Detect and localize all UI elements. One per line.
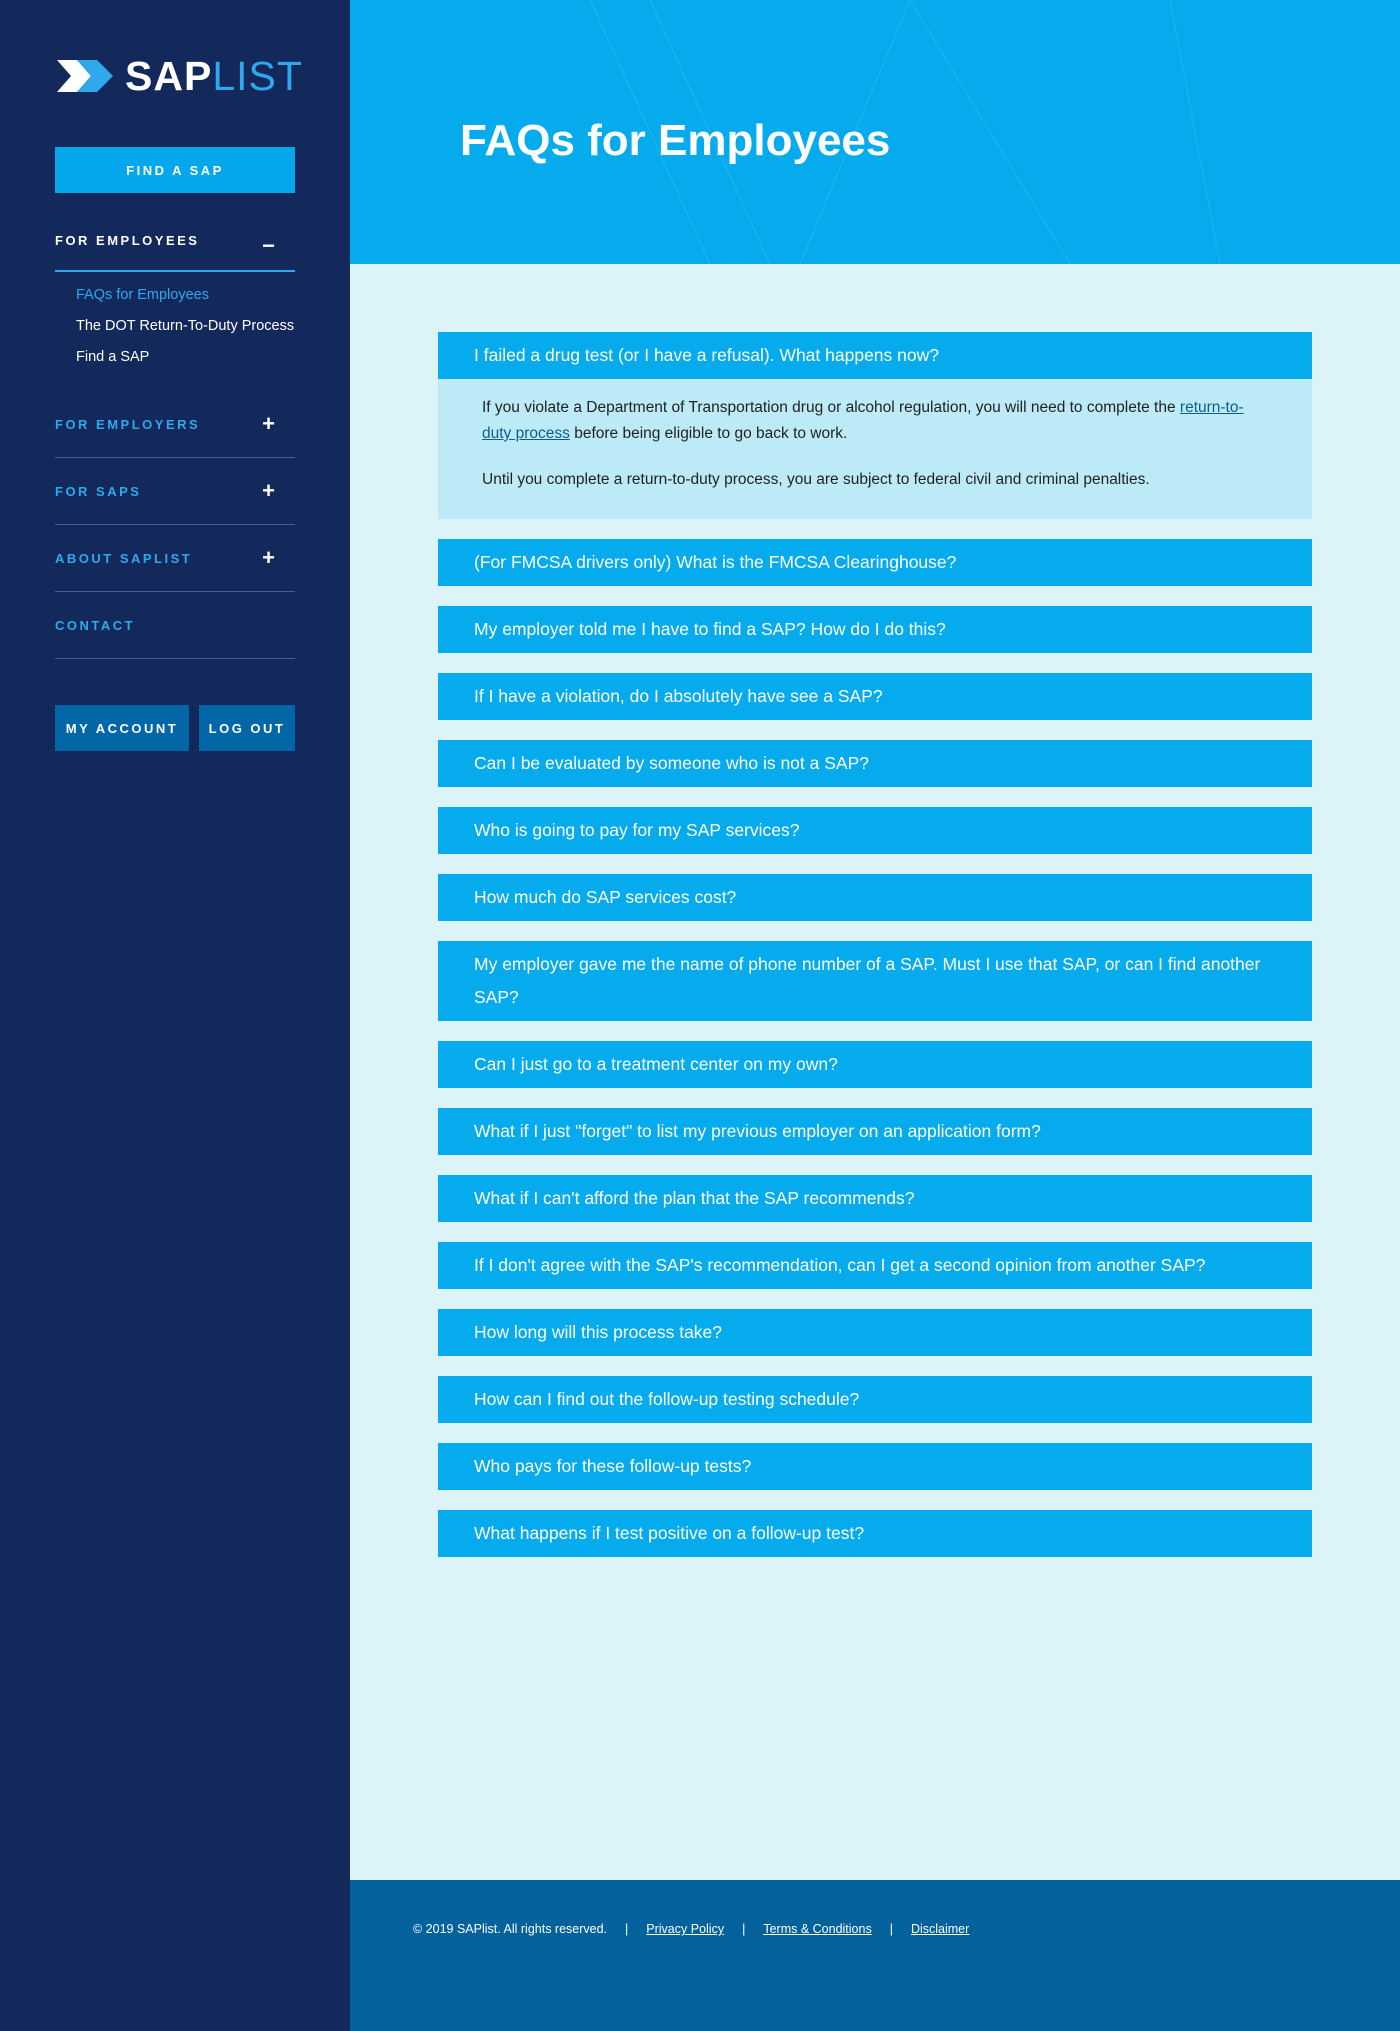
collapse-icon[interactable]: − <box>262 233 275 258</box>
page-hero <box>350 0 1400 264</box>
sidebar-nav <box>55 225 295 659</box>
logo-text <box>125 53 303 99</box>
faq-question[interactable]: If I have a violation, do I absolutely have see a SAP? <box>438 673 1312 720</box>
faq-question[interactable]: Who is going to pay for my SAP services? <box>438 807 1312 854</box>
find-a-sap-button[interactable]: FIND A SAP <box>55 147 295 193</box>
copyright-text: © 2019 SAPlist. All rights reserved. <box>413 1922 608 1936</box>
faq-question[interactable]: How can I find out the follow-up testing schedule? <box>438 1376 1312 1423</box>
privacy-policy-link[interactable]: Privacy Policy <box>646 1922 725 1936</box>
nav-contact-label: CONTACT <box>55 617 136 633</box>
nav-for-employers-label: FOR EMPLOYERS <box>55 416 201 432</box>
faq-question[interactable]: Can I be evaluated by someone who is not a SAP? <box>438 740 1312 787</box>
faq-question[interactable]: What if I just "forget" to list my previous employer on an application form? <box>438 1108 1312 1155</box>
nav-about-saplist[interactable] <box>55 525 295 592</box>
chevron-arrows-icon <box>55 56 115 96</box>
employees-subnav <box>55 272 295 391</box>
log-out-button[interactable]: LOG OUT <box>199 705 295 751</box>
nav-for-saps[interactable] <box>55 458 295 525</box>
faq-answer-paragraph: Until you complete a return-to-duty process, you are subject to federal civil and criminal penalties. <box>482 471 1150 488</box>
faq-answer-paragraph <box>482 395 1252 447</box>
subnav-find-a-sap[interactable]: Find a SAP <box>76 349 150 365</box>
page-title: FAQs for Employees <box>460 116 891 165</box>
faq-list <box>438 332 1312 1577</box>
logo-text-list: LIST <box>212 53 303 99</box>
footer-separator: | <box>889 1922 893 1936</box>
answer-text: If you violate a Department of Transportation drug or alcohol regulation, you will need to complete the <box>482 399 1180 416</box>
faq-question[interactable]: If I don't agree with the SAP's recommendation, can I get a second opinion from another SAP? <box>438 1242 1312 1289</box>
nav-for-saps-label: FOR SAPS <box>55 483 142 499</box>
nav-about-saplist-label: ABOUT SAPLIST <box>55 550 193 566</box>
faq-question[interactable]: (For FMCSA drivers only) What is the FMCSA Clearinghouse? <box>438 539 1312 586</box>
subnav-dot-return-to-duty[interactable]: The DOT Return-To-Duty Process <box>76 318 295 334</box>
faq-question[interactable]: How long will this process take? <box>438 1309 1312 1356</box>
faq-question[interactable]: My employer told me I have to find a SAP? How do I do this? <box>438 606 1312 653</box>
faq-question[interactable]: Who pays for these follow-up tests? <box>438 1443 1312 1490</box>
saplist-logo[interactable] <box>55 53 303 99</box>
nav-for-employees-label: FOR EMPLOYEES <box>55 233 200 248</box>
faq-question-open[interactable]: I failed a drug test (or I have a refusal). What happens now? <box>438 332 1312 379</box>
answer-text: before being eligible to go back to work. <box>569 425 848 442</box>
nav-for-employees[interactable] <box>55 225 295 272</box>
faq-question[interactable]: What if I can't afford the plan that the SAP recommends? <box>438 1175 1312 1222</box>
faq-question[interactable]: My employer gave me the name of phone number of a SAP. Must I use that SAP, or can I find another SAP? <box>438 941 1312 1021</box>
footer-separator: | <box>742 1922 746 1936</box>
faq-question[interactable]: Can I just go to a treatment center on my own? <box>438 1041 1312 1088</box>
return-to-duty-link[interactable]: return-to-duty process <box>482 399 1244 442</box>
expand-icon[interactable]: + <box>262 478 275 503</box>
sidebar <box>0 0 350 2031</box>
expand-icon[interactable]: + <box>262 545 275 570</box>
account-buttons <box>55 705 295 751</box>
expand-icon[interactable]: + <box>262 411 275 436</box>
faq-question[interactable]: What happens if I test positive on a follow-up test? <box>438 1510 1312 1557</box>
footer-line <box>413 1922 969 1936</box>
terms-conditions-link[interactable]: Terms & Conditions <box>763 1922 872 1936</box>
footer-separator: | <box>625 1922 629 1936</box>
logo-text-sap: SAP <box>125 53 213 99</box>
faq-answer <box>438 379 1312 519</box>
faq-question[interactable]: How much do SAP services cost? <box>438 874 1312 921</box>
disclaimer-link[interactable]: Disclaimer <box>910 1922 970 1936</box>
footer <box>350 1880 1400 2031</box>
my-account-button[interactable]: MY ACCOUNT <box>55 705 189 751</box>
nav-contact[interactable] <box>55 592 295 659</box>
subnav-faqs-for-employees[interactable]: FAQs for Employees <box>76 287 209 303</box>
nav-for-employers[interactable] <box>55 391 295 458</box>
